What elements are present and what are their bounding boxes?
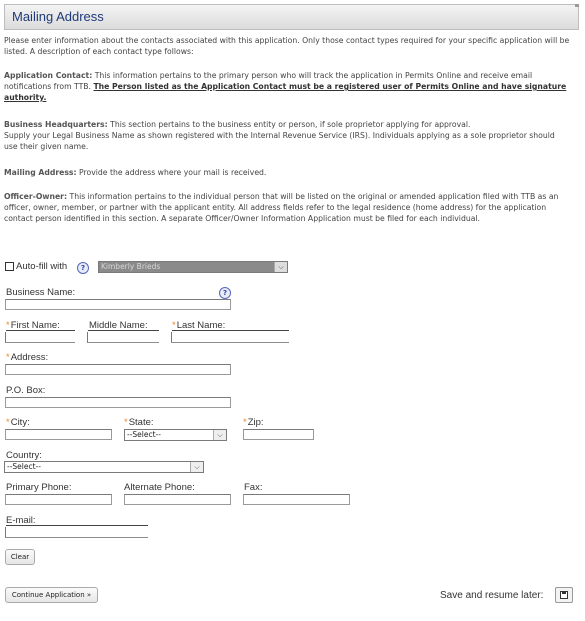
mailing-text: Provide the address where your mail is received.	[76, 168, 267, 177]
app-contact-text: This information pertains to the primary person who will track the application in Permits Online and receive email notifications from TTB.	[4, 71, 533, 91]
header-corner-decoration	[575, 4, 579, 7]
state-select[interactable]	[124, 429, 227, 441]
officer-description	[4, 191, 570, 224]
autofill-label: Auto-fill with	[16, 261, 68, 272]
city-label: *City:	[6, 417, 30, 428]
email-label: E-mail:	[6, 515, 36, 526]
app-contact-description	[4, 70, 570, 103]
business-name-label: Business Name:	[6, 287, 76, 298]
required-marker: *	[6, 417, 10, 428]
autofill-select[interactable]	[98, 261, 288, 273]
middle-name-label: Middle Name:	[89, 320, 148, 331]
officer-term: Officer-Owner:	[4, 192, 68, 201]
alternate-phone-input[interactable]	[124, 494, 231, 505]
chevron-down-icon: ⌵	[274, 262, 287, 272]
mailing-term: Mailing Address:	[4, 168, 77, 177]
required-marker: *	[172, 320, 176, 331]
state-selected-value: --Select--	[127, 430, 161, 439]
autofill-checkbox[interactable]	[5, 262, 14, 271]
po-box-input[interactable]	[5, 397, 231, 408]
autofill-selected-value: Kimberly Brieds	[101, 262, 161, 271]
save-icon[interactable]	[555, 587, 573, 603]
save-resume-label: Save and resume later:	[440, 590, 544, 601]
middle-name-input[interactable]	[87, 332, 159, 343]
business-hq-text-2: Supply your Legal Business Name as shown registered with the Internal Revenue Service (IRS). Individuals applying as a sole proprietor should use their given name.	[4, 131, 555, 151]
country-label: Country:	[6, 450, 42, 461]
business-name-input[interactable]	[5, 299, 231, 310]
business-hq-text: This section pertains to the business entity or person, if sole proprietor applying for approval.	[107, 120, 471, 129]
intro-text: Please enter information about the contacts associated with this application. Only those contact types required for your specific application will be listed. A description of each contact type follows:	[4, 36, 570, 56]
required-marker: *	[6, 352, 10, 363]
city-input[interactable]	[5, 429, 112, 440]
section-header	[4, 4, 579, 30]
required-marker: *	[243, 417, 247, 428]
primary-phone-input[interactable]	[5, 494, 112, 505]
zip-input[interactable]	[243, 429, 314, 440]
address-input[interactable]	[5, 364, 231, 375]
app-contact-term: Application Contact:	[4, 71, 93, 80]
fax-label: Fax:	[244, 482, 263, 493]
help-icon[interactable]: ?	[219, 287, 231, 299]
officer-text: This information pertains to the individual person that will be listed on the original or amended application filed with TTB as an officer, owner, member, or partner with the applicant entity. All address fields refer to the legal residence (home address) for the application contact person identified in this section. A separate Officer/Owner Information Application must be filed for each individual.	[4, 192, 559, 223]
first-name-label: *First Name:	[6, 320, 60, 331]
required-marker: *	[6, 320, 10, 331]
zip-label: *Zip:	[243, 417, 264, 428]
business-hq-term: Business Headquarters:	[4, 120, 108, 129]
help-icon[interactable]: ?	[77, 262, 89, 274]
mailing-description	[4, 167, 570, 178]
fax-input[interactable]	[243, 494, 350, 505]
country-select[interactable]	[4, 461, 204, 473]
last-name-input[interactable]	[171, 332, 289, 343]
continue-application-button[interactable]: Continue Application »	[5, 587, 98, 603]
state-label: *State:	[124, 417, 154, 428]
chevron-down-icon: ⌵	[213, 430, 226, 440]
business-hq-description	[4, 119, 570, 152]
page-title: Mailing Address	[12, 9, 104, 24]
first-name-input[interactable]	[5, 332, 75, 343]
last-name-label: *Last Name:	[172, 320, 226, 331]
clear-button[interactable]: Clear	[5, 549, 35, 565]
country-selected-value: --Select--	[7, 462, 41, 471]
po-box-label: P.O. Box:	[6, 385, 46, 396]
alternate-phone-label: Alternate Phone:	[124, 482, 195, 493]
email-input[interactable]	[5, 527, 148, 538]
required-marker: *	[124, 417, 128, 428]
chevron-down-icon: ⌵	[190, 462, 203, 472]
app-contact-emphasis: The Person listed as the Application Contact must be a registered user of Permits Online and have signature authority.	[4, 82, 567, 102]
primary-phone-label: Primary Phone:	[6, 482, 72, 493]
address-label: *Address:	[6, 352, 49, 363]
